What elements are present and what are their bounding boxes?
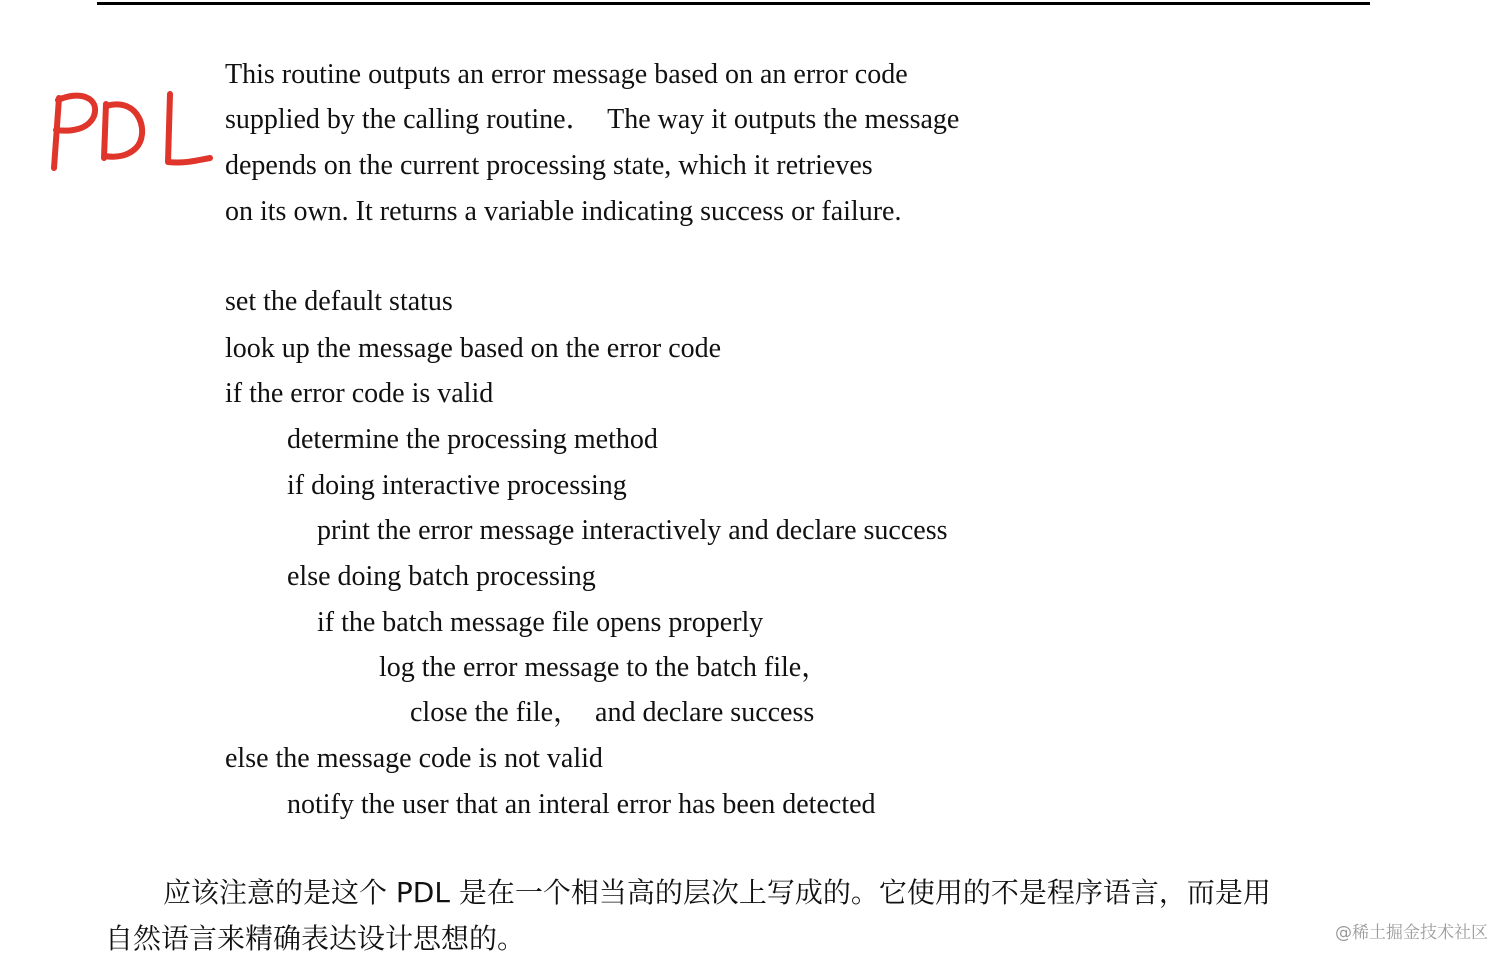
top-rule (97, 2, 1370, 5)
pdl-line: look up the message based on the error code (225, 333, 722, 364)
note-line: 自然语言来精确表达设计思想的。 (105, 922, 526, 955)
intro-line: supplied by the calling routine． The way it outputs the message (225, 104, 960, 135)
pdl-line: if doing interactive processing (287, 470, 627, 501)
intro-line: depends on the current processing state, which it retrieves (225, 150, 873, 181)
watermark: @稀土掘金技术社区 (1335, 923, 1488, 943)
intro-line: on its own. It returns a variable indicating success or failure. (225, 196, 902, 227)
intro-line: This routine outputs an error message based on an error code (225, 59, 908, 90)
pdl-line: print the error message interactively and declare success (317, 515, 948, 546)
pdl-annotation-label (0, 0, 1, 1)
note-line: 应该注意的是这个 PDL 是在一个相当高的层次上写成的。它使用的不是程序语言，而是用 (163, 876, 1271, 909)
pdl-line: notify the user that an interal error has been detected (287, 789, 876, 820)
handwritten-pdl-icon (44, 84, 220, 180)
pdl-line: if the batch message file opens properly (317, 607, 764, 638)
pdl-line: log the error message to the batch file， (379, 652, 830, 683)
pdl-line: set the default status (225, 286, 453, 317)
pdl-line: determine the processing method (287, 424, 658, 455)
pdl-line: else doing batch processing (287, 561, 596, 592)
pdl-line: else the message code is not valid (225, 743, 603, 774)
pdl-line: close the file， and declare success (410, 697, 815, 728)
pdl-line: if the error code is valid (225, 378, 494, 409)
